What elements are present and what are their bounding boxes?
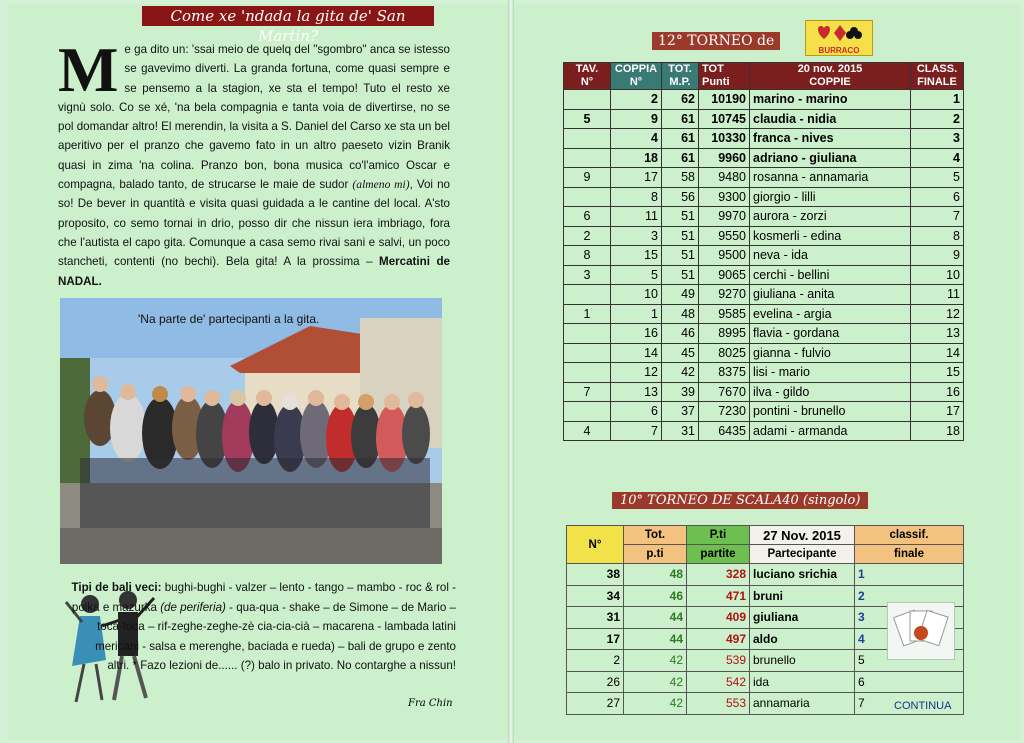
cell-name: annamaria [750, 693, 855, 715]
cell-mp: 61 [662, 148, 699, 168]
cell-pair: giorgio - lilli [750, 187, 911, 207]
cell-tot: 46 [624, 585, 687, 607]
cell-coppia: 14 [611, 343, 662, 363]
cell-punti: 9585 [699, 304, 750, 324]
cell-final: 2 [911, 109, 964, 129]
cell-name: luciano srichia [750, 564, 855, 586]
cell-n: 17 [567, 628, 624, 650]
cell-tav [564, 129, 611, 149]
table-row [564, 168, 964, 188]
cell-mp: 46 [662, 324, 699, 344]
cell-punti: 7670 [699, 382, 750, 402]
table-row [564, 90, 964, 110]
cell-punti: 9970 [699, 207, 750, 227]
cell-pair: franca - nives [750, 129, 911, 149]
cell-coppia: 7 [611, 421, 662, 441]
cell-rank: 5 [855, 650, 964, 672]
cell-punti: 8375 [699, 363, 750, 383]
cell-pair: ilva - gildo [750, 382, 911, 402]
cell-punti: 10745 [699, 109, 750, 129]
cell-coppia: 9 [611, 109, 662, 129]
table-row [564, 148, 964, 168]
cell-tav [564, 324, 611, 344]
cell-tav: 8 [564, 246, 611, 266]
cell-coppia: 4 [611, 129, 662, 149]
cell-final: 14 [911, 343, 964, 363]
cell-pair: rosanna - annamaria [750, 168, 911, 188]
cell-final: 17 [911, 402, 964, 422]
cell-punti: 10190 [699, 90, 750, 110]
cell-punti: 9065 [699, 265, 750, 285]
cell-n: 34 [567, 585, 624, 607]
logo-text: BURRACO [818, 46, 860, 55]
table-row [564, 304, 964, 324]
dances-list-1: bughi-bughi - valzer – lento - tango – mambo - roc & rol - polka e mazurka [71, 581, 456, 614]
playing-cards-illustration [887, 602, 955, 660]
photo-caption: 'Na parte de' partecipanti a la gita. [138, 312, 320, 326]
cell-final: 13 [911, 324, 964, 344]
cell-pti: 409 [687, 607, 750, 629]
cell-tot: 42 [624, 650, 687, 672]
continua-label: CONTINUA [894, 700, 952, 712]
cell-pti: 497 [687, 628, 750, 650]
cell-pair: cerchi - bellini [750, 265, 911, 285]
cell-pair: claudia - nidia [750, 109, 911, 129]
cell-pair: evelina - argia [750, 304, 911, 324]
dances-list-2: - qua-qua - shake – de Simone – de Mario – toca-toca – rif-zeghe-zeghe-zè cia-cia-cià – macarena - lambada latini mericani - salsa e merenghe, baciada e rueda) – bali de grupo e zento altri. * Fazo lezioni de...... (?) balo in privato. No contarghe a nissun! [95, 600, 456, 672]
cell-mp: 51 [662, 226, 699, 246]
col-tot-mp: TOT. M.P. [662, 63, 699, 90]
dances-text [70, 578, 456, 676]
cell-tav: 4 [564, 421, 611, 441]
cell-final: 9 [911, 246, 964, 266]
col-tav: TAV. N° [564, 63, 611, 90]
col-partecipante: Partecipante [750, 545, 855, 564]
cell-coppia: 18 [611, 148, 662, 168]
group-photo-image [60, 298, 442, 564]
dances-italic: (de periferia) [160, 600, 226, 614]
cell-punti: 9270 [699, 285, 750, 305]
cell-pair: pontini - brunello [750, 402, 911, 422]
col-coppie: 20 nov. 2015 COPPIE [750, 63, 911, 90]
table-row [564, 187, 964, 207]
cell-final: 18 [911, 421, 964, 441]
cell-pair: aurora - zorzi [750, 207, 911, 227]
cell-mp: 31 [662, 421, 699, 441]
cell-final: 12 [911, 304, 964, 324]
cell-mp: 39 [662, 382, 699, 402]
cell-mp: 62 [662, 90, 699, 110]
cell-coppia: 2 [611, 90, 662, 110]
cell-coppia: 12 [611, 363, 662, 383]
dances-label: Tipi de bali veci: [71, 581, 162, 594]
cell-pair: gianna - fulvio [750, 343, 911, 363]
col-pti: P.ti [687, 526, 750, 545]
cell-punti: 6435 [699, 421, 750, 441]
cell-mp: 51 [662, 207, 699, 227]
cell-pair: giuliana - anita [750, 285, 911, 305]
cell-pair: kosmerli - edina [750, 226, 911, 246]
cell-pair: neva - ida [750, 246, 911, 266]
cell-pair: adami - armanda [750, 421, 911, 441]
cell-n: 2 [567, 650, 624, 672]
cell-final: 5 [911, 168, 964, 188]
cell-coppia: 13 [611, 382, 662, 402]
table-row [564, 324, 964, 344]
cell-final: 6 [911, 187, 964, 207]
cell-tav [564, 90, 611, 110]
cell-mp: 51 [662, 265, 699, 285]
cell-name: aldo [750, 628, 855, 650]
cell-rank: 6 [855, 671, 964, 693]
cell-name: ida [750, 671, 855, 693]
article-bold-end: Mercatini de NADAL. [58, 255, 450, 288]
table-row [567, 564, 964, 586]
cell-mp: 61 [662, 129, 699, 149]
group-photo [60, 298, 442, 564]
cell-punti: 10330 [699, 129, 750, 149]
cell-rank: 3 [855, 607, 964, 629]
cell-tot: 42 [624, 693, 687, 715]
table-row [564, 363, 964, 383]
burraco-tournament-title: 12° TORNEO de [652, 32, 780, 50]
cell-rank: 2 [855, 585, 964, 607]
cell-pair: lisi - mario [750, 363, 911, 383]
cell-tot: 48 [624, 564, 687, 586]
col-class: CLASS. FINALE [911, 63, 964, 90]
cell-final: 15 [911, 363, 964, 383]
col-finale: finale [855, 545, 964, 564]
table-row [564, 226, 964, 246]
cell-tav: 3 [564, 265, 611, 285]
cell-name: brunello [750, 650, 855, 672]
cell-tot: 44 [624, 628, 687, 650]
cell-tav: 7 [564, 382, 611, 402]
cell-mp: 42 [662, 363, 699, 383]
table-row [564, 246, 964, 266]
cell-mp: 49 [662, 285, 699, 305]
table-row [564, 265, 964, 285]
article-title: Come xe 'ndada la gita de' San Martin? [142, 6, 434, 26]
cell-tav: 5 [564, 109, 611, 129]
cell-coppia: 16 [611, 324, 662, 344]
page-fold [508, 0, 514, 743]
cell-punti: 7230 [699, 402, 750, 422]
table-row [564, 421, 964, 441]
cell-punti: 8995 [699, 324, 750, 344]
cell-name: bruni [750, 585, 855, 607]
table-row [567, 671, 964, 693]
cell-tav [564, 402, 611, 422]
cell-name: giuliana [750, 607, 855, 629]
cell-pti: 553 [687, 693, 750, 715]
col-classif: classif. [855, 526, 964, 545]
cell-mp: 58 [662, 168, 699, 188]
article-text-start: e ga dito un: 'ssai meio de quelq del "sgombro" anca se istesso se gavevimo diverti. La granda fortuna, come quasi sempre e se pensemo a la stagion, xe sta el tempo! Tuto el resto xe vignù solo. Co se xé, 'na bela compagnia e tanta voia de divertirse, no se pol domandar altro! El merendin, la visita a S. Daniel del Carso xe sta un bel aperitivo per el pranzo che gavemo fato in un altro paeseto vizin Branik quasi in zima 'na colina. Pranzo bon, bona musica co'l'amico Oscar e compagna, balado tanto, de strucarse le maie de sudor [58, 43, 450, 192]
cell-mp: 56 [662, 187, 699, 207]
article-italic: (almeno mi) [352, 178, 410, 192]
cell-pti: 542 [687, 671, 750, 693]
cell-coppia: 8 [611, 187, 662, 207]
cell-coppia: 10 [611, 285, 662, 305]
cell-final: 1 [911, 90, 964, 110]
cell-pair: marino - marino [750, 90, 911, 110]
cell-punti: 9500 [699, 246, 750, 266]
burraco-logo [805, 20, 873, 56]
cell-coppia: 1 [611, 304, 662, 324]
cell-coppia: 11 [611, 207, 662, 227]
signature: Fra Chin [408, 698, 453, 709]
cell-rank: 4 [855, 628, 964, 650]
col-tot-punti: TOT Punti [699, 63, 750, 90]
cell-coppia: 15 [611, 246, 662, 266]
cell-mp: 51 [662, 246, 699, 266]
cell-final: 3 [911, 129, 964, 149]
cell-mp: 61 [662, 109, 699, 129]
table-row [564, 285, 964, 305]
col-coppia: COPPIA N° [611, 63, 662, 90]
cell-punti: 9960 [699, 148, 750, 168]
cell-coppia: 6 [611, 402, 662, 422]
cell-tav: 2 [564, 226, 611, 246]
dropcap: M [58, 34, 119, 105]
playing-cards-icon [888, 603, 954, 659]
cell-rank: 1 [855, 564, 964, 586]
cell-tav: 1 [564, 304, 611, 324]
cell-final: 4 [911, 148, 964, 168]
cell-tav [564, 285, 611, 305]
cell-n: 27 [567, 693, 624, 715]
cell-final: 8 [911, 226, 964, 246]
table-row [564, 207, 964, 227]
cell-pair: adriano - giuliana [750, 148, 911, 168]
cell-pti: 328 [687, 564, 750, 586]
cell-n: 31 [567, 607, 624, 629]
cell-final: 7 [911, 207, 964, 227]
cell-punti: 9550 [699, 226, 750, 246]
cell-final: 10 [911, 265, 964, 285]
cell-tav: 6 [564, 207, 611, 227]
col-tot: Tot. [624, 526, 687, 545]
col-pti-sub: partite [687, 545, 750, 564]
card-suits-icon [806, 21, 872, 45]
cell-tav [564, 363, 611, 383]
burraco-results-table [563, 62, 964, 441]
cell-tav [564, 187, 611, 207]
col-tot-sub: p.ti [624, 545, 687, 564]
cell-tot: 42 [624, 671, 687, 693]
article-body [58, 34, 450, 291]
cell-mp: 48 [662, 304, 699, 324]
cell-pti: 471 [687, 585, 750, 607]
scala40-tournament-title: 10° TORNEO DE SCALA40 (singolo) [612, 492, 868, 509]
cell-rank: 7 [855, 693, 964, 715]
cell-coppia: 5 [611, 265, 662, 285]
table-row [564, 109, 964, 129]
table-row [564, 343, 964, 363]
article-text-end: , Voi no so! De bever in quantità e visita quasi guidada a le cantine del local. A'sto proposito, co semo tornai in drio, posso dir che nissun iera imbriago, fora che l'autista el capo gita. Comunque a casa semo rivai sani e salvi, un poco stancheti, contenti (no bechi). Bela gita! A la prossima – [58, 178, 450, 269]
cell-n: 26 [567, 671, 624, 693]
cell-tot: 44 [624, 607, 687, 629]
col-n: N° [567, 526, 624, 564]
cell-coppia: 17 [611, 168, 662, 188]
cell-pti: 539 [687, 650, 750, 672]
cell-mp: 37 [662, 402, 699, 422]
cell-final: 16 [911, 382, 964, 402]
cell-pair: flavia - gordana [750, 324, 911, 344]
cell-tav [564, 148, 611, 168]
cell-tav: 9 [564, 168, 611, 188]
cell-mp: 45 [662, 343, 699, 363]
cell-final: 11 [911, 285, 964, 305]
cell-coppia: 3 [611, 226, 662, 246]
table-row [564, 129, 964, 149]
cell-punti: 8025 [699, 343, 750, 363]
table-row [564, 402, 964, 422]
cell-n: 38 [567, 564, 624, 586]
table-row [564, 382, 964, 402]
cell-punti: 9300 [699, 187, 750, 207]
col-date: 27 Nov. 2015 [750, 526, 855, 545]
cell-punti: 9480 [699, 168, 750, 188]
cell-tav [564, 343, 611, 363]
